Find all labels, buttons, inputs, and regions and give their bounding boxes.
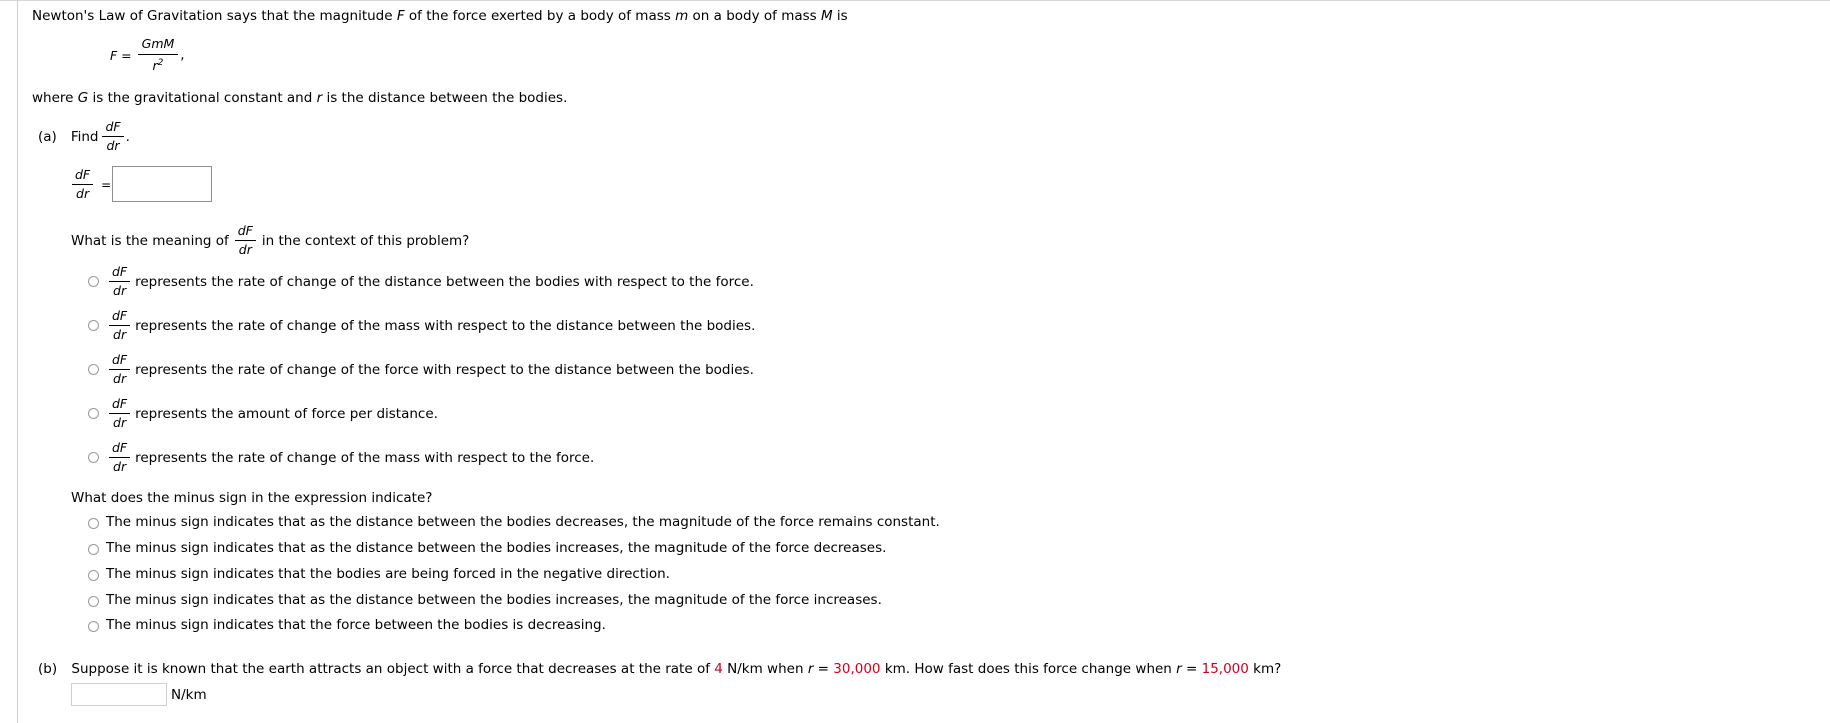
minus-option-3[interactable]: The minus sign indicates that the bodies are being forced in the negative direction. — [106, 566, 670, 582]
find-derivative: $\frac{dF}{dr}$ — [102, 121, 123, 152]
left-border — [17, 0, 18, 723]
top-border — [0, 0, 1830, 1]
minus-option-1[interactable]: The minus sign indicates that as the distance between the bodies decreases, the magnitude of the force remains constant. — [106, 514, 940, 530]
meaning-option-3[interactable]: $\frac{dF}{dr}$ represents the rate of change of the force with respect to the distance between the bodies. — [107, 354, 754, 385]
minus-radio-5[interactable] — [88, 621, 99, 632]
part-b-label: (b) — [38, 661, 58, 677]
meaning-radio-4[interactable] — [88, 408, 99, 419]
meaning-radio-2[interactable] — [88, 320, 99, 331]
part-b-answer-input[interactable] — [71, 683, 167, 706]
part-a-find: (a) Find $\frac{dF}{dr}$ . — [38, 119, 130, 153]
intro-sentence: Newton's Law of Gravitation says that the magnitude F of the force exerted by a body of mass m on a body of mass M is — [32, 8, 848, 24]
minus-radio-4[interactable] — [88, 596, 99, 607]
meaning-option-5[interactable]: $\frac{dF}{dr}$ represents the rate of change of the mass with respect to the force. — [107, 442, 594, 473]
gravitation-formula: F = $\frac{\text{GmM}}{r^2}$ , — [110, 36, 185, 73]
meaning-option-1[interactable]: $\frac{dF}{dr}$ represents the rate of change of the distance between the bodies with respect to the force. — [107, 266, 754, 297]
where-sentence: where G is the gravitational constant and r is the distance between the bodies. — [32, 90, 568, 106]
meaning-option-2[interactable]: $\frac{dF}{dr}$ represents the rate of change of the mass with respect to the distance between the bodies. — [107, 310, 755, 341]
part-b-question: (b) Suppose it is known that the earth attracts an object with a force that decreases at the rate of 4 N/km when r = 30,000 km. How fast does this force change when r = 15,000 km? — [38, 661, 1282, 677]
minus-option-4[interactable]: The minus sign indicates that as the distance between the bodies increases, the magnitude of the force increases. — [106, 592, 882, 608]
minus-radio-3[interactable] — [88, 570, 99, 581]
r1-value: 30,000 — [833, 661, 881, 677]
meaning-derivative: $\frac{dF}{dr}$ — [235, 225, 256, 256]
minus-sign-question: What does the minus sign in the expression indicate? — [71, 490, 433, 506]
answer-derivative-label: $\frac{dF}{dr}$ — [72, 169, 93, 200]
meaning-option-4[interactable]: $\frac{dF}{dr}$ represents the amount of force per distance. — [107, 398, 438, 429]
rate-value: 4 — [714, 661, 723, 677]
r2-value: 15,000 — [1201, 661, 1249, 677]
formula-fraction: $\frac{\text{GmM}}{r^2}$ — [138, 38, 179, 72]
minus-option-2[interactable]: The minus sign indicates that as the distance between the bodies increases, the magnitude of the force decreases. — [106, 540, 887, 556]
minus-option-5[interactable]: The minus sign indicates that the force between the bodies is decreasing. — [106, 617, 606, 633]
part-b-unit: N/km — [171, 687, 207, 703]
minus-radio-2[interactable] — [88, 544, 99, 555]
meaning-question: What is the meaning of $\frac{dF}{dr}$ in the context of this problem? — [71, 223, 470, 257]
formula-lhs: F = — [110, 47, 132, 63]
derivative-answer-input[interactable] — [112, 166, 212, 202]
meaning-radio-5[interactable] — [88, 452, 99, 463]
meaning-radio-1[interactable] — [88, 276, 99, 287]
minus-radio-1[interactable] — [88, 518, 99, 529]
part-a-label: (a) — [38, 128, 57, 145]
meaning-radio-3[interactable] — [88, 364, 99, 375]
derivative-answer-row: $\frac{dF}{dr}$ = — [70, 169, 111, 200]
